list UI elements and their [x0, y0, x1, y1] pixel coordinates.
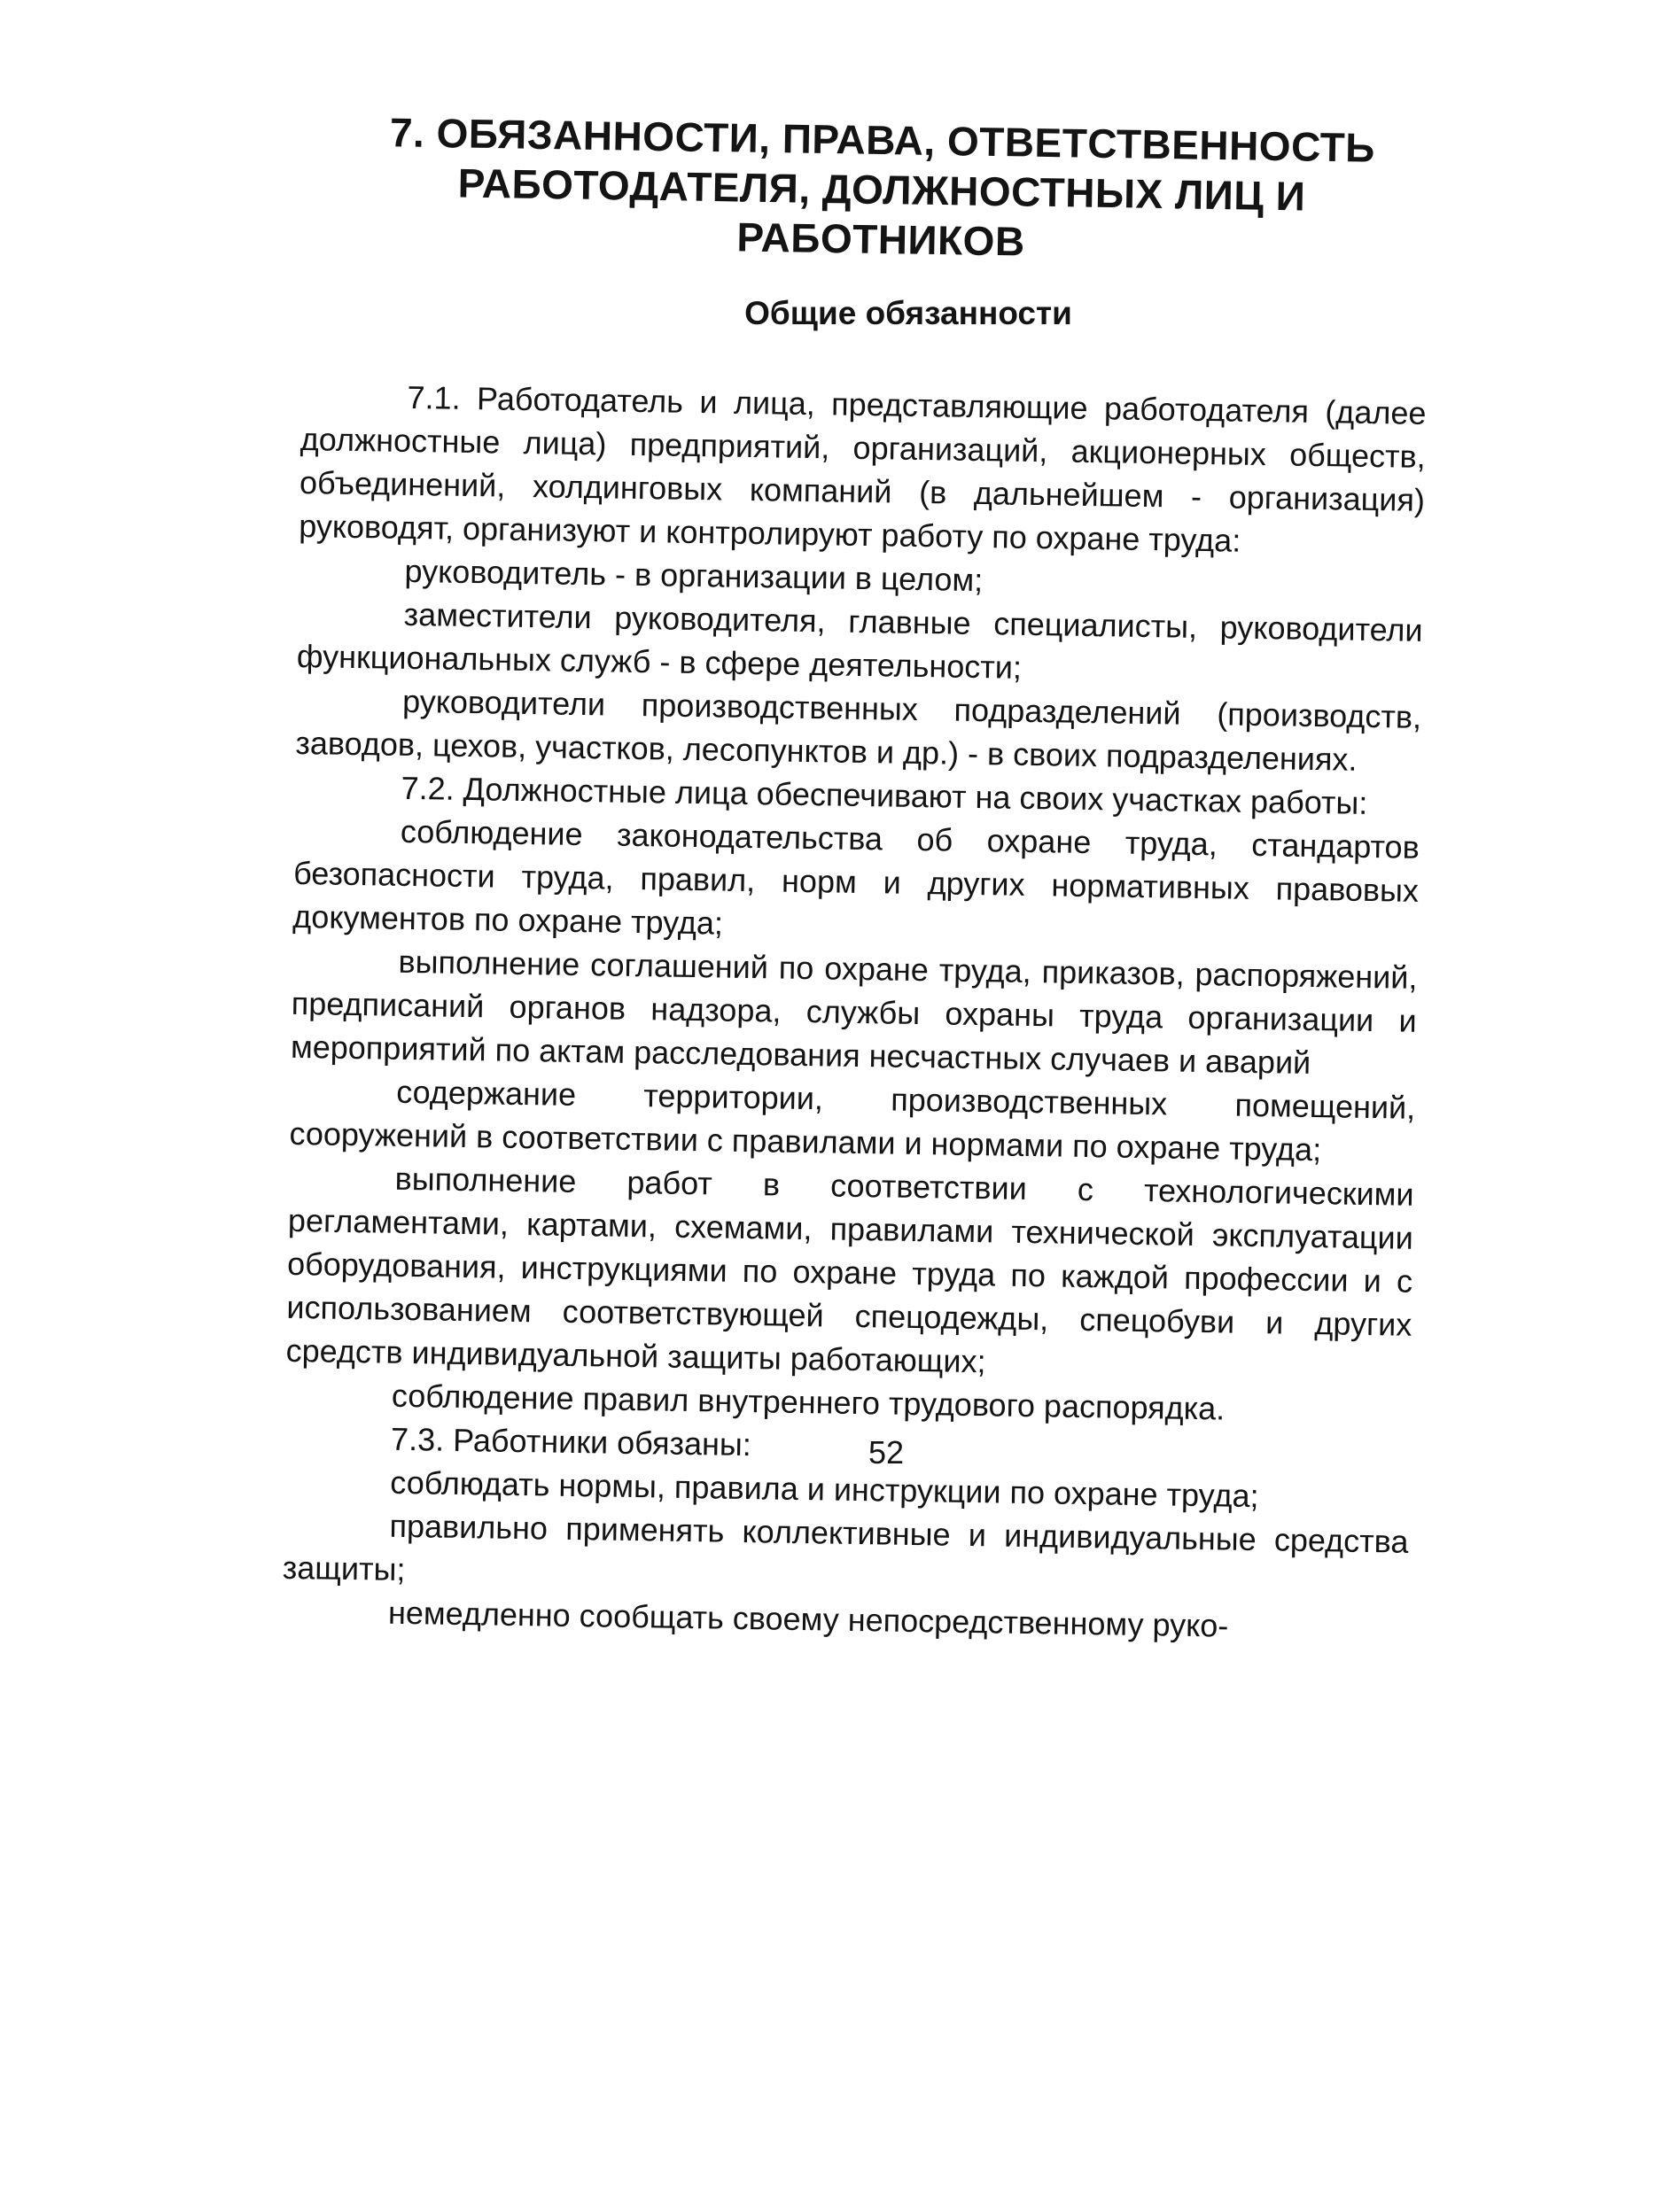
chapter-title-line-2: РАБОТОДАТЕЛЯ, ДОЛЖНОСТНЫХ ЛИЦ И	[457, 159, 1306, 220]
list-item: выполнение работ в соответствии с технологическими регламентами, картами, схемами, правилами технической эксплуатации оборудования, инструкциями по охране труда по каждой профессии и с использованием соответствующей спецодежды, спецобуви и других средств индивидуальной защиты работающих;	[285, 1160, 1414, 1380]
list-item: правильно применять коллективные и индивидуальные средства защиты;	[282, 1507, 1409, 1588]
document-page	[282, 97, 1436, 2091]
page-number: 52	[868, 1434, 905, 1471]
chapter-title	[318, 106, 1445, 273]
list-item: руководитель - в организации в целом;	[404, 552, 984, 599]
list-item: руководители производственных подразделений (производств, заводов, цехов, участков, лесопунктов и др.) - в своих подразделениях.	[295, 682, 1422, 778]
section-title: Общие обязанности	[744, 295, 1072, 331]
list-item: выполнение соглашений по охране труда, приказов, распоряжений, предписаний органов надзора, службы охраны труда организации и мероприятий по актам расследования несчастных случаев и аварий	[290, 943, 1418, 1081]
list-item: соблюдение законодательства об охране труда, стандартов безопасности труда, правил, норм и других нормативных правовых документов по охране труда;	[292, 812, 1420, 942]
list-item: заместители руководителя, главные специалисты, руководители функциональных служб - в сфере деятельности;	[296, 595, 1423, 686]
list-item: соблюдение правил внутреннего трудового распорядка.	[391, 1377, 1226, 1427]
paragraph-7-2: 7.2. Должностные лица обеспечивают на своих участках работы:	[401, 769, 1368, 821]
paragraph-7-3: 7.3. Работники обязаны:	[390, 1420, 752, 1463]
list-item: соблюдать нормы, правила и инструкции по охране труда;	[390, 1463, 1259, 1515]
paragraph-7-1: 7.1. Работодатель и лица, представляющие работодателя (далее должностные лица) предприятий, организаций, акционерных обществ, объединений, холдинговых компаний (в дальнейшем - организация) руководят, организуют и контролируют работу по охране труда:	[298, 378, 1427, 559]
list-item: содержание территории, производственных помещений, сооружений в соответствии с правилами и нормами по охране труда;	[289, 1073, 1416, 1168]
list-item: немедленно сообщать своему непосредственному руко-	[387, 1594, 1229, 1644]
chapter-title-line-1: 7. ОБЯЗАННОСТИ, ПРАВА, ОТВЕТСТВЕННОСТЬ	[389, 109, 1376, 171]
chapter-title-line-3: РАБОТНИКОВ	[736, 213, 1026, 265]
